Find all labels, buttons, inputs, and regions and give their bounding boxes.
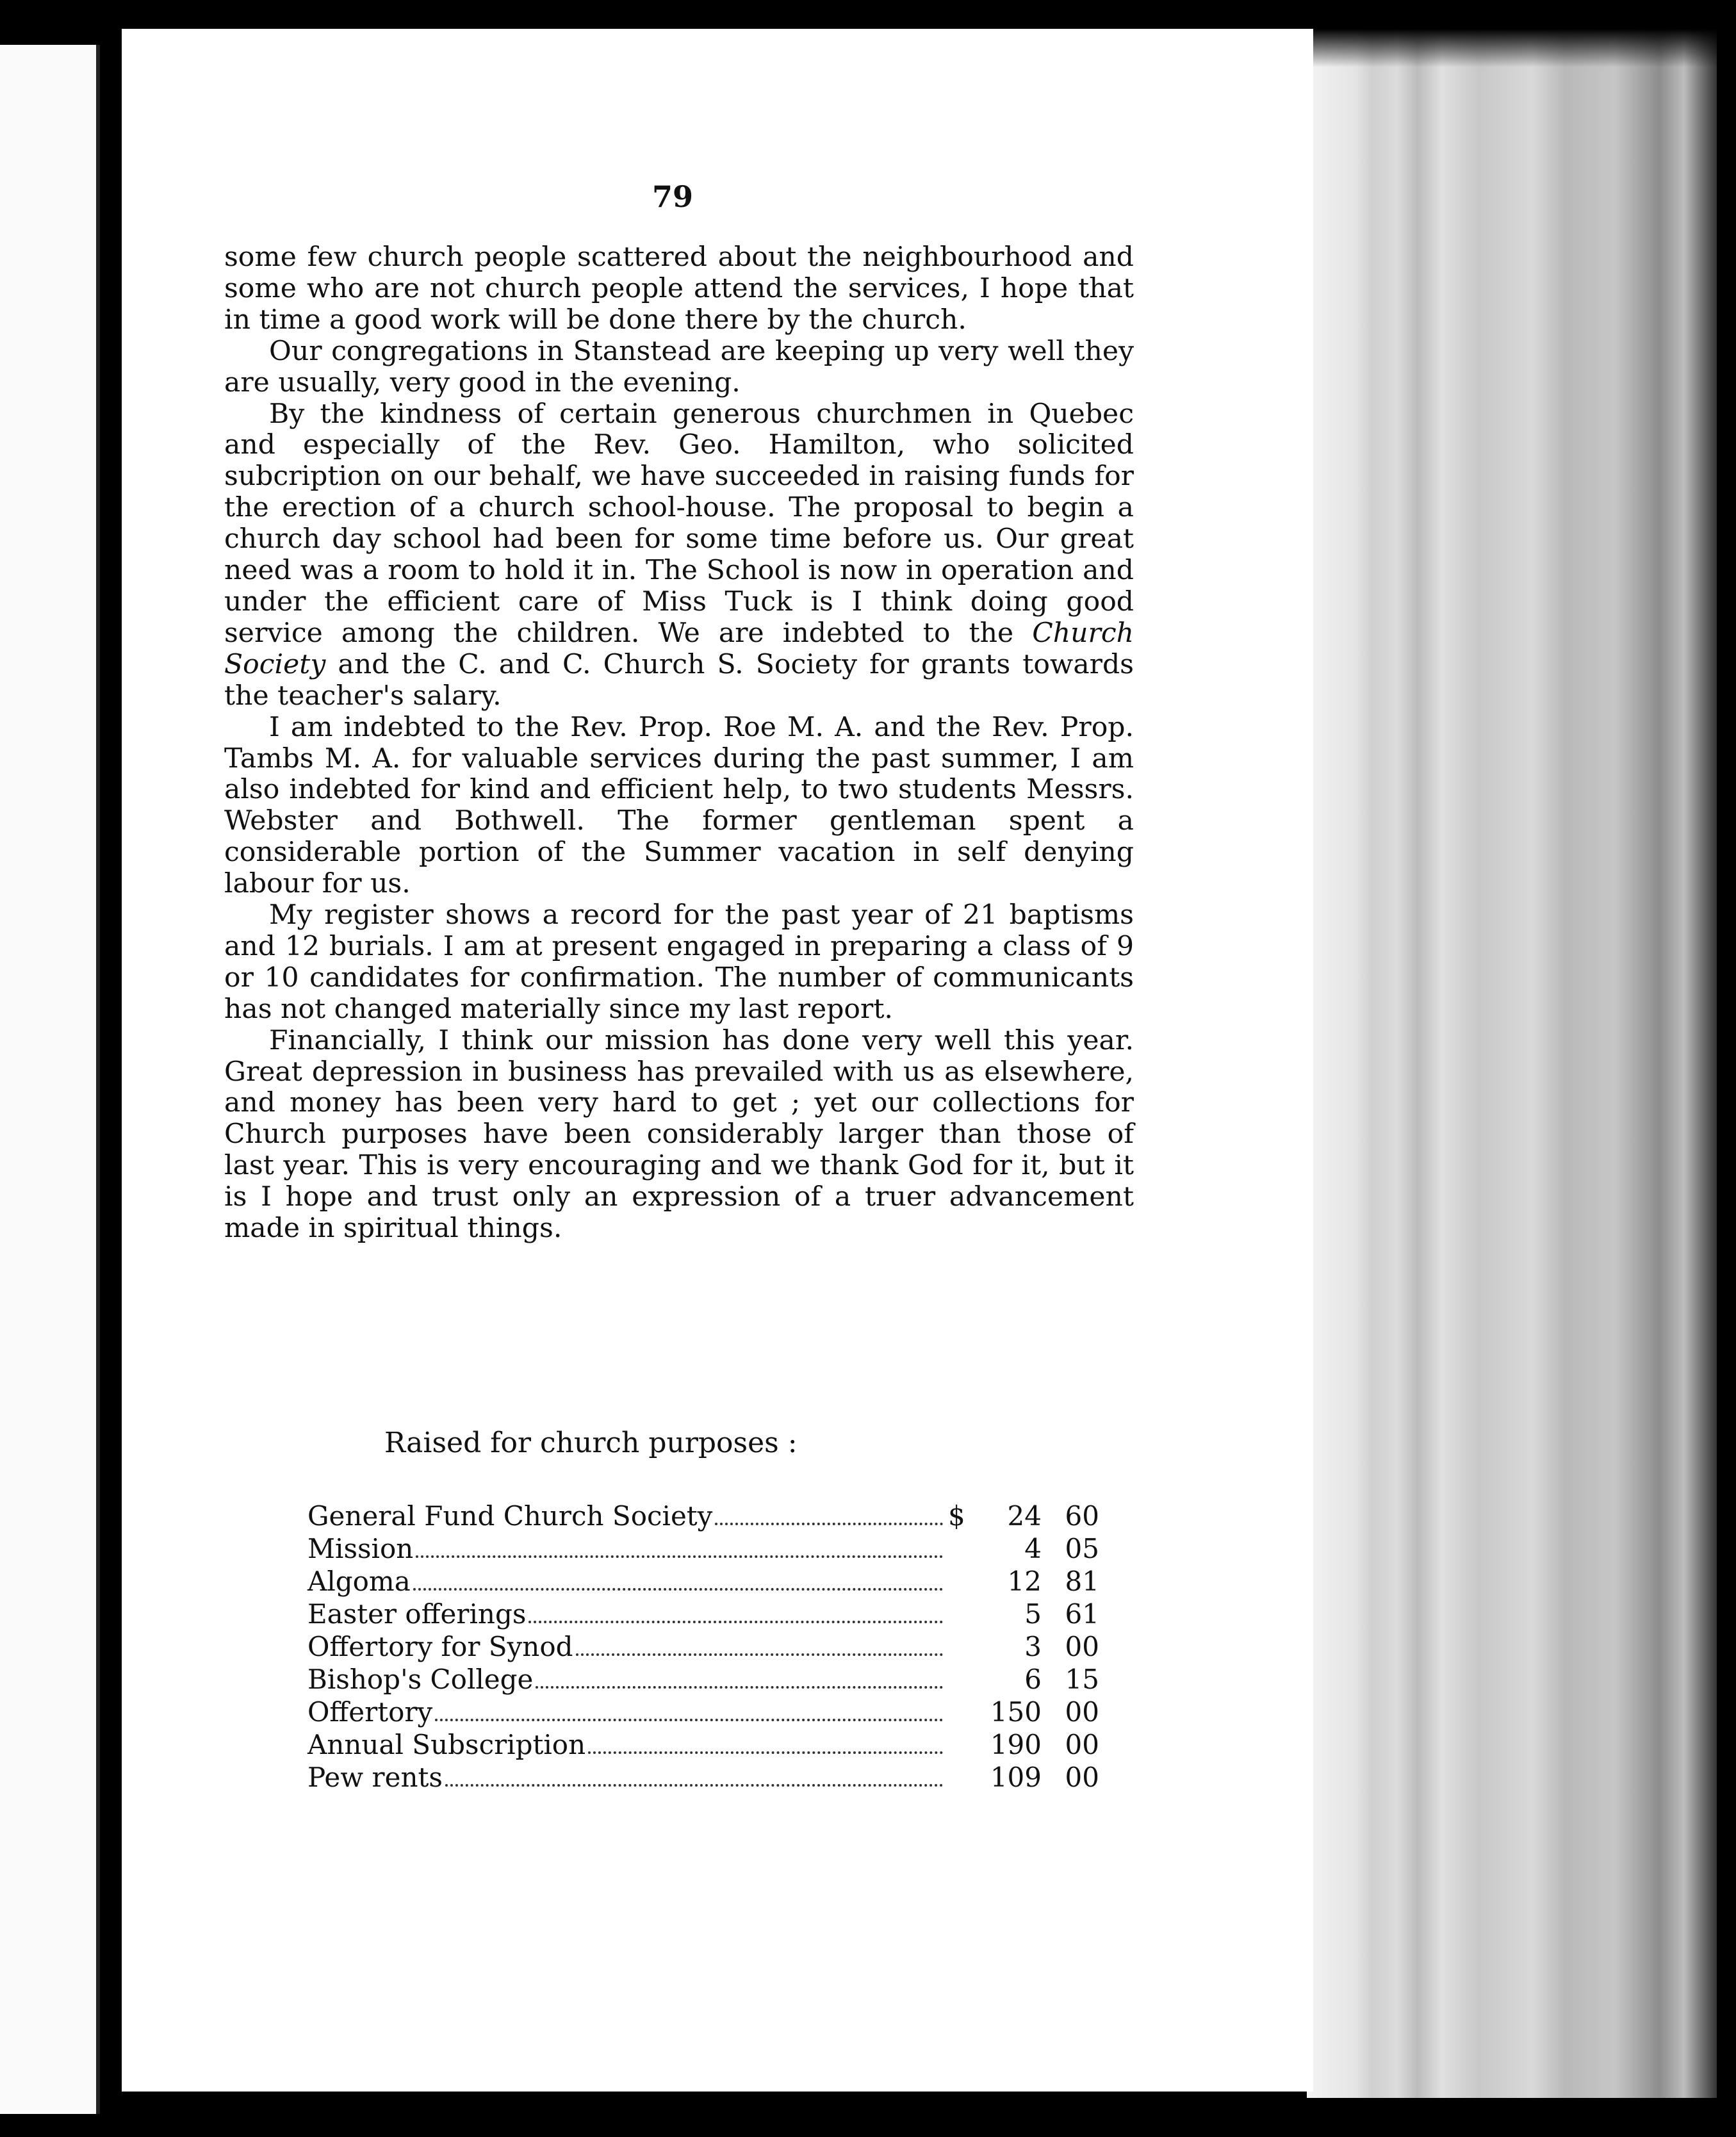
dot-leader xyxy=(528,1621,943,1623)
page-number: 79 xyxy=(651,179,693,214)
fund-label: Pew rents xyxy=(307,1762,443,1793)
table-row xyxy=(307,1500,1099,1533)
amount-dollars: 12 xyxy=(1007,1566,1042,1598)
amount-cents: 00 xyxy=(1065,1762,1099,1794)
funds-table xyxy=(307,1500,1099,1794)
currency-symbol xyxy=(948,1566,971,1598)
currency-symbol xyxy=(948,1598,971,1631)
amount-dollars: 190 xyxy=(990,1729,1042,1761)
paragraph: I am indebted to the Rev. Prop. Roe M. A. and the Rev. Prop. Tambs M. A. for valuable services during the past summer, I am also indebted for kind and efficient help, to two students Messrs. Webster and Bothwell. The former gentleman spent a considerable portion of the Summer vacation in self denying labour for us. xyxy=(224,711,1134,900)
currency-symbol xyxy=(948,1729,971,1762)
table-row xyxy=(307,1598,1099,1631)
table-title: Raised for church purposes : xyxy=(384,1427,798,1459)
table-row xyxy=(307,1631,1099,1664)
currency-symbol xyxy=(948,1631,971,1664)
fund-label: Bishop's College xyxy=(307,1664,534,1695)
fund-label: General Fund Church Society xyxy=(307,1500,713,1532)
amount-dollars: 6 xyxy=(1024,1664,1042,1696)
currency-symbol xyxy=(948,1696,971,1729)
currency-symbol xyxy=(948,1762,971,1794)
left-page-edge xyxy=(0,45,100,2114)
paragraph-text: By the kindness of certain generous churchmen in Quebec and especially of the Rev. Geo. Hamilton, who solicited subcription on our behalf, we have succeeded in raising funds for the erection of a church school-house. The proposal to begin a church day school had been for some time before us. Our great need was a room to hold it in. The School is now in operation and under the efficient care of Miss Tuck is I think doing good service among the children. We are indebted to the xyxy=(224,398,1134,649)
amount-dollars: 3 xyxy=(1024,1631,1042,1663)
amount-cents: 00 xyxy=(1065,1696,1099,1728)
amount-cents: 81 xyxy=(1065,1566,1099,1598)
dot-leader xyxy=(416,1555,943,1558)
table-row xyxy=(307,1533,1099,1566)
table-row xyxy=(307,1729,1099,1762)
amount-cents: 61 xyxy=(1065,1598,1099,1630)
dot-leader xyxy=(715,1523,943,1525)
dot-leader xyxy=(413,1588,943,1591)
paragraph: Financially, I think our mission has done very well this year. Great depression in business has prevailed with us as elsewhere, and money has been very hard to get ; yet our collections for Church purposes have been considerably larger than those of last year. This is very encouraging and we thank God for it, but it is I hope and trust only an expression of a truer advancement made in spiritual things. xyxy=(224,1024,1134,1245)
fund-label: Algoma xyxy=(307,1566,411,1597)
table-row xyxy=(307,1696,1099,1729)
fund-label: Offertory xyxy=(307,1696,433,1728)
paragraph-text-tail: and the C. and C. Church S. Society for grants towards the teacher's salary. xyxy=(224,648,1134,712)
amount-dollars: 4 xyxy=(1024,1533,1042,1565)
paragraph: My register shows a record for the past year of 21 baptisms and 12 burials. I am at present engaged in preparing a class of 9 or 10 candidates for confirmation. The number of communicants has not changed materially since my last report. xyxy=(224,899,1134,1025)
fund-label: Mission xyxy=(307,1533,414,1564)
currency-symbol xyxy=(948,1664,971,1696)
dot-leader xyxy=(576,1653,943,1656)
currency-symbol: $ xyxy=(948,1500,965,1532)
table-row xyxy=(307,1566,1099,1598)
paragraph: some few church people scattered about the neighbourhood and some who are not church people attend the services, I hope that in time a good work will be done there by the church. xyxy=(224,242,1134,336)
body-text xyxy=(224,242,1134,1245)
amount-dollars: 109 xyxy=(990,1762,1042,1794)
paragraph: Our congregations in Stanstead are keeping up very well they are usually, very good in the evening. xyxy=(224,335,1134,398)
page-block-edges xyxy=(1307,29,1717,2098)
fund-label: Easter offerings xyxy=(307,1598,527,1630)
amount-cents: 60 xyxy=(1065,1500,1099,1532)
amount-cents: 00 xyxy=(1065,1729,1099,1761)
amount-cents: 00 xyxy=(1065,1631,1099,1663)
fund-label: Offertory for Synod xyxy=(307,1631,573,1662)
amount-dollars: 24 xyxy=(1007,1500,1042,1532)
fund-label: Annual Subscription xyxy=(307,1729,586,1760)
table-row xyxy=(307,1762,1099,1794)
dot-leader xyxy=(588,1751,943,1754)
dot-leader xyxy=(445,1784,943,1787)
table-row xyxy=(307,1664,1099,1696)
amount-dollars: 150 xyxy=(990,1696,1042,1728)
amount-cents: 15 xyxy=(1065,1664,1099,1696)
amount-dollars: 5 xyxy=(1024,1598,1042,1630)
paragraph xyxy=(224,399,1134,712)
italic-phrase: Church Society xyxy=(224,617,1134,680)
dot-leader xyxy=(536,1686,943,1689)
currency-symbol xyxy=(948,1533,971,1566)
amount-cents: 05 xyxy=(1065,1533,1099,1565)
dot-leader xyxy=(435,1719,943,1721)
